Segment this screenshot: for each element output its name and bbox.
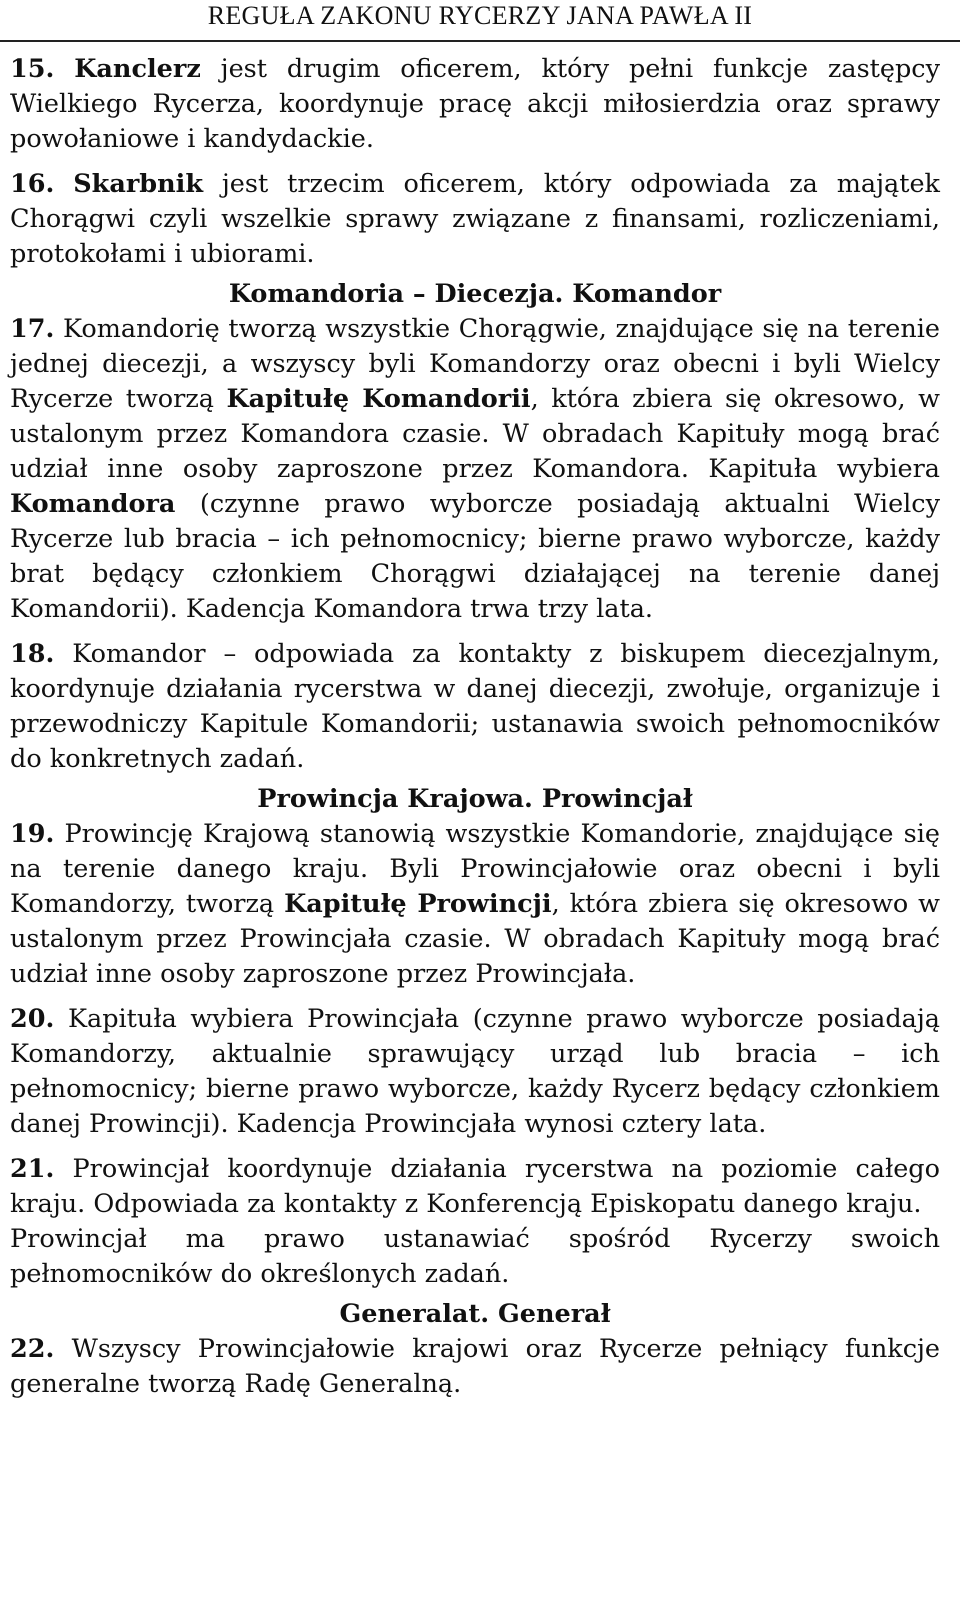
term-kapitula-prowincji: Kapitułę Prowincji (284, 889, 552, 919)
paragraph-number: 17. (10, 314, 55, 344)
paragraph-text: Prowincję Krajową stanowią wszystkie Komandorie, znajdujące się na terenie danego kraju. Byli Prowincjałowie oraz obecni i byli Komandorzy, tworzą (10, 819, 940, 919)
paragraph-15 (10, 52, 940, 157)
paragraph-text: Prowincjał koordynuje działania rycerstwa na poziomie całego kraju. Odpowiada za kontakty z Konferencją Episkopatu danego kraju. (10, 1154, 940, 1219)
paragraph-number: 18. (10, 639, 55, 669)
paragraph-number: 21. (10, 1154, 55, 1184)
paragraph-text: jest trzecim oficerem, który odpowiada za majątek Chorągwi czyli wszelkie sprawy związane z finansami, rozliczeniami, protokołami i ubiorami. (10, 169, 940, 269)
section-heading-generalat: Generalat. Generał (339, 1299, 611, 1329)
paragraph-text: Komandorię tworzą wszystkie Chorągwie, znajdujące się na terenie jednej diecezji, a wszyscy byli Komandorzy oraz obecni i byli Wielcy Rycerze tworzą (10, 314, 940, 414)
paragraph-17 (10, 312, 940, 627)
paragraph-text: , która zbiera się okresowo w ustalonym przez Prowincjała czasie. W obradach Kapituły mogą brać udział inne osoby zaproszone przez Prowincjała. (10, 889, 941, 989)
paragraph-number: 15. (10, 54, 55, 84)
term-komandora: Komandora (10, 489, 176, 519)
paragraph-text: Wszyscy Prowincjałowie krajowi oraz Rycerze pełniący funkcje generalne tworzą Radę Generalną. (10, 1334, 940, 1399)
paragraph-16 (10, 167, 940, 272)
paragraph-number: 22. (10, 1334, 55, 1364)
paragraph-text: Komandor – odpowiada za kontakty z biskupem diecezjalnym, koordynuje działania rycerstwa w danej diecezji, zwołuje, organizuje i przewodniczy Kapitule Komandorii; ustanawia swoich pełnomocników do konkretnych zadań. (10, 639, 940, 774)
paragraph-text: jest drugim oficerem, który pełni funkcje zastępcy Wielkiego Rycerza, koordynuje pracę akcji miłosierdzia oraz sprawy powołaniowe i kandydackie. (10, 54, 940, 154)
paragraph-19 (10, 817, 940, 992)
header-title: REGUŁA ZAKONU RYCERZY JANA PAWŁA II (207, 1, 753, 30)
paragraph-text: , która zbiera się okresowo, w ustalonym przez Komandora czasie. W obradach Kapituły mogą brać udział inne osoby zaproszone przez Komandora. Kapituła wybiera (10, 384, 940, 484)
paragraph-21 (10, 1152, 940, 1222)
paragraph-text: (czynne prawo wyborcze posiadają aktualni Wielcy Rycerze lub bracia – ich pełnomocnicy; bierne prawo wyborcze, każdy brat będący członkiem Chorągwi działającej na terenie danej Komandorii). Kadencja Komandora trwa trzy lata. (10, 489, 940, 624)
paragraph-number: 19. (10, 819, 55, 849)
term-kapitula-komandorii: Kapitułę Komandorii (226, 384, 531, 414)
paragraph-22 (10, 1332, 940, 1402)
section-heading-komandoria: Komandoria – Diecezja. Komandor (228, 279, 722, 309)
paragraph-20 (10, 1002, 940, 1142)
term-skarbnik: Skarbnik (73, 169, 204, 199)
paragraph-text: Kapituła wybiera Prowincjała (czynne prawo wyborcze posiadają Komandorzy, aktualnie sprawujący urząd lub bracia – ich pełnomocnicy; bierne prawo wyborcze, każdy Rycerz będący członkiem danej Prowincji). Kadencja Prowincjała wynosi cztery lata. (10, 1004, 940, 1139)
term-kanclerz: Kanclerz (74, 54, 201, 84)
paragraph-18 (10, 637, 940, 777)
running-header (0, 0, 960, 42)
document-body (10, 52, 940, 1402)
paragraph-number: 20. (10, 1004, 55, 1034)
paragraph-21-continuation: Prowincjał ma prawo ustanawiać spośród Rycerzy swoich pełnomocników do określonych zadań. (10, 1224, 940, 1289)
paragraph-number: 16. (10, 169, 55, 199)
section-heading-prowincja: Prowincja Krajowa. Prowincjał (257, 784, 693, 814)
